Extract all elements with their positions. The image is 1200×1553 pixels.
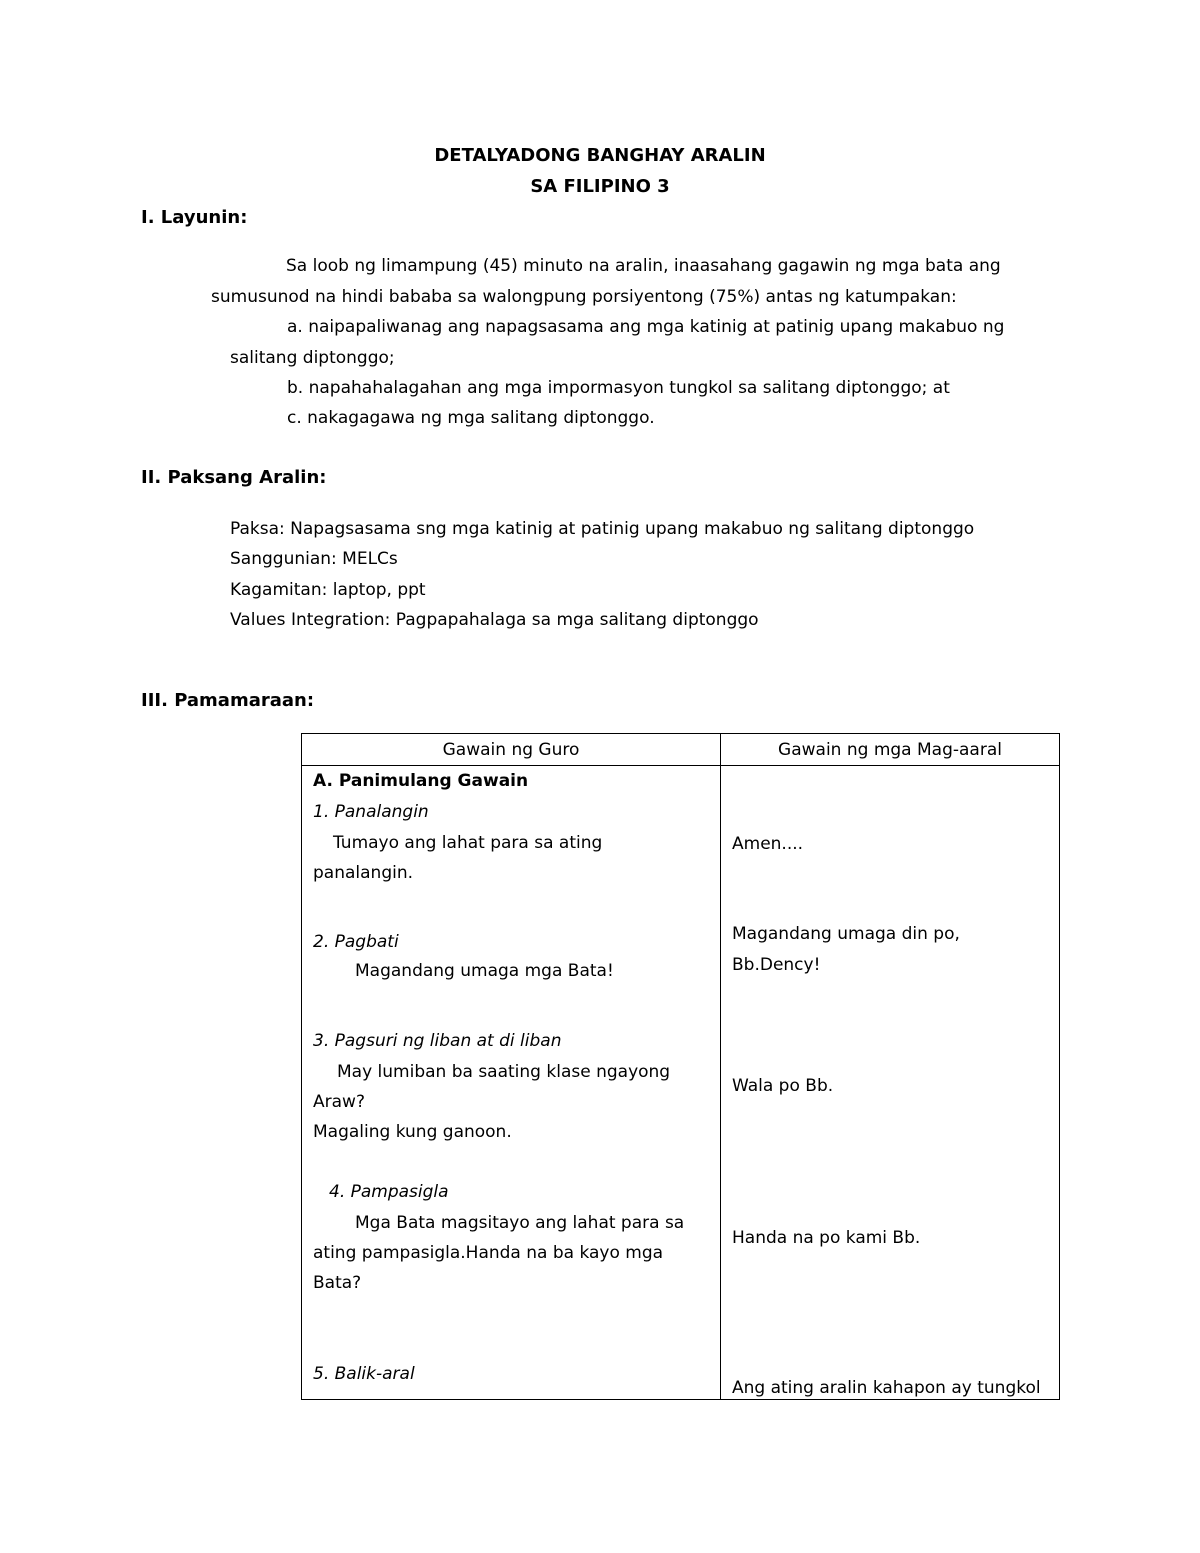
step-panalangin-title: 1. Panalangin: [313, 802, 429, 822]
kagamitan-line: Kagamitan: laptop, ppt: [230, 580, 426, 600]
section-heading-layunin: I. Layunin:: [141, 207, 248, 228]
mag-aaral-cell: [721, 766, 1060, 1400]
response-pagbati-line1: Magandang umaga din po,: [732, 924, 960, 944]
layunin-item-c: c. nakagagawa ng mga salitang diptonggo.: [287, 408, 655, 428]
step-pagsuri-title: 3. Pagsuri ng liban at di liban: [313, 1031, 562, 1051]
paksa-line: Paksa: Napagsasama sng mga katinig at patinig upang makabuo ng salitang diptonggo: [230, 519, 975, 539]
step-pagbati-title: 2. Pagbati: [313, 932, 399, 952]
step-panalangin-line2: panalangin.: [313, 863, 414, 883]
table-header-row: [302, 734, 1060, 766]
table-row: [302, 766, 1060, 1400]
response-pampasigla: Handa na po kami Bb.: [732, 1228, 921, 1248]
step-pampasigla-title: 4. Pampasigla: [329, 1182, 449, 1202]
step-panalangin-line1: Tumayo ang lahat para sa ating: [333, 833, 603, 853]
section-heading-paksang-aralin: II. Paksang Aralin:: [141, 467, 327, 488]
sanggunian-line: Sanggunian: MELCs: [230, 549, 398, 569]
section-a-title: A. Panimulang Gawain: [313, 771, 529, 791]
response-panalangin: Amen....: [732, 834, 804, 854]
step-pampasigla-line3: Bata?: [313, 1273, 362, 1293]
column-header-mag-aaral: Gawain ng mga Mag-aaral: [721, 734, 1060, 766]
step-pagbati-line1: Magandang umaga mga Bata!: [355, 961, 614, 981]
step-pampasigla-line1: Mga Bata magsitayo ang lahat para sa: [355, 1213, 685, 1233]
values-integration-line: Values Integration: Pagpapahalaga sa mga salitang diptonggo: [230, 610, 759, 630]
layunin-item-a-line1: a. naipapaliwanag ang napagsasama ang mga katinig at patinig upang makabuo ng: [287, 317, 1005, 337]
step-pagsuri-line3: Magaling kung ganoon.: [313, 1122, 512, 1142]
pamamaraan-table: [301, 733, 1060, 1400]
response-balik-aral: Ang ating aralin kahapon ay tungkol: [732, 1378, 1041, 1398]
layunin-intro-line1: Sa loob ng limampung (45) minuto na aralin, inaasahang gagawin ng mga bata ang: [286, 256, 1001, 276]
section-heading-pamamaraan: III. Pamamaraan:: [141, 690, 315, 711]
guro-cell: [302, 766, 721, 1400]
step-pampasigla-line2: ating pampasigla.Handa na ba kayo mga: [313, 1243, 664, 1263]
response-pagsuri: Wala po Bb.: [732, 1076, 834, 1096]
response-pagbati-line2: Bb.Dency!: [732, 955, 821, 975]
layunin-item-b: b. napahahalagahan ang mga impormasyon tungkol sa salitang diptonggo; at: [287, 378, 950, 398]
layunin-item-a-line2: salitang diptonggo;: [230, 348, 395, 368]
document-subtitle: SA FILIPINO 3: [530, 176, 670, 197]
layunin-intro-line2: sumusunod na hindi bababa sa walongpung porsiyentong (75%) antas ng katumpakan:: [211, 287, 957, 307]
step-balik-aral-title: 5. Balik-aral: [313, 1364, 415, 1384]
column-header-guro: Gawain ng Guro: [302, 734, 721, 766]
step-pagsuri-line1: May lumiban ba saating klase ngayong: [337, 1062, 671, 1082]
step-pagsuri-line2: Araw?: [313, 1092, 365, 1112]
document-title: DETALYADONG BANGHAY ARALIN: [434, 145, 766, 166]
